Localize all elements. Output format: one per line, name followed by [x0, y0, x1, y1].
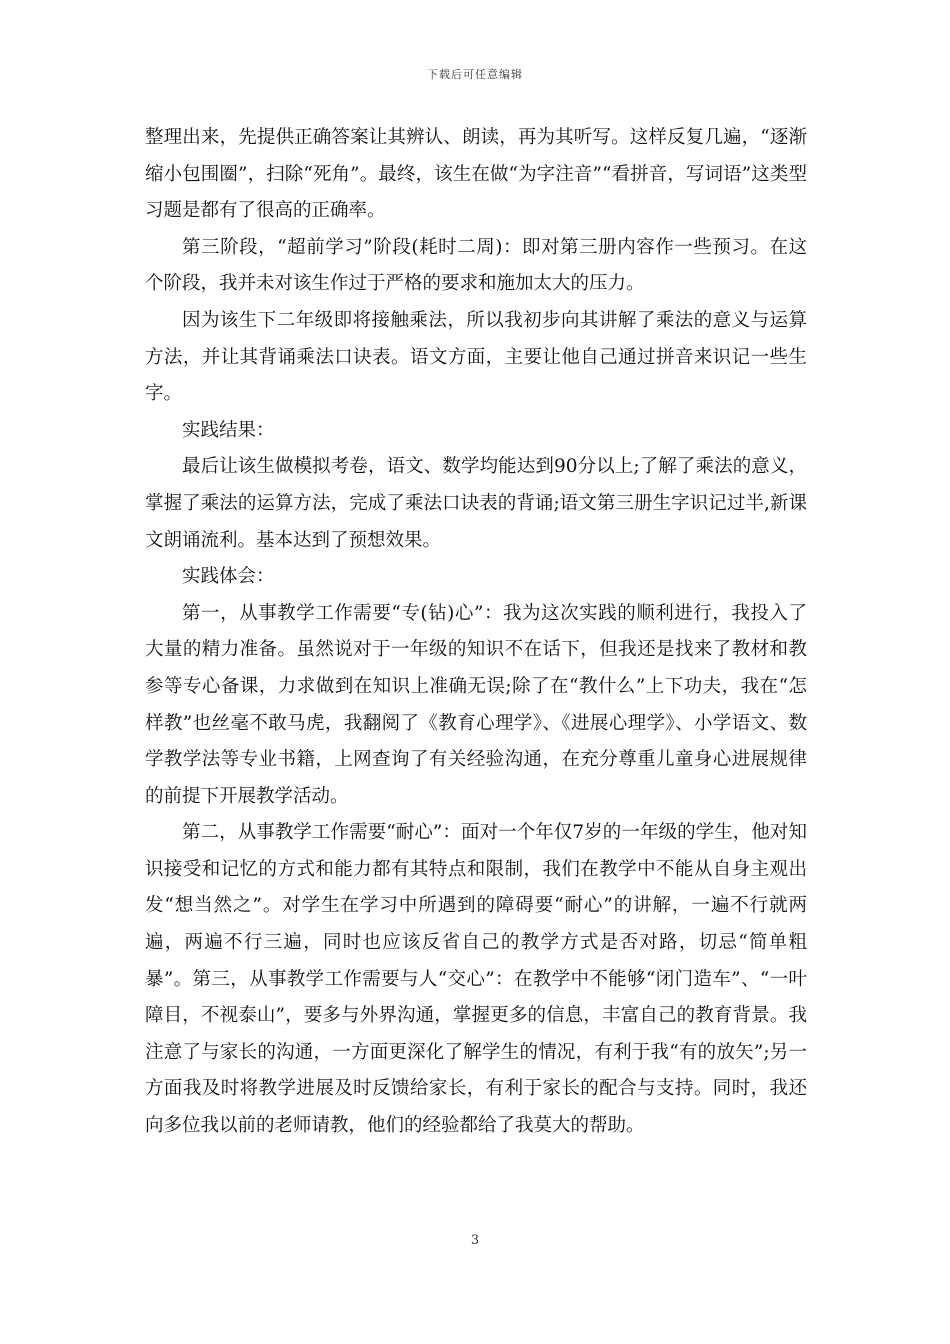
paragraph-continuation: 整理出来，先提供正确答案让其辨认、朗读，再为其听写。这样反复几遍，“逐渐缩小包围圈”，扫除“死角”。最终，该生在做“为字注音”“看拼音，写词语”这类型习题是都有了很高的正确率。 [145, 127, 807, 222]
paragraph-stage-three: 第三阶段，“超前学习”阶段(耗时二周)：即对第三册内容作一些预习。在这个阶段，我并未对该生作过于严格的要求和施加太大的压力。 [145, 236, 807, 295]
heading-practice-results: 实践结果： [182, 419, 275, 441]
document-body [145, 120, 807, 1145]
paragraph-second-third-point: 第二，从事教学工作需要“耐心”：面对一个年仅7岁的一年级的学生，他对知识接受和记忆的方式和能力都有其特点和限制，我们在教学中不能从自身主观出发“想当然之”。对学生在学习中所遇到的障碍要“耐心”的讲解，一遍不行就两遍，两遍不行三遍，同时也应该反省自己的教学方式是否对路，切忌“简单粗暴”。第三，从事教学工作需要与人“交心”：在教学中不能够“闭门造车”、“一叶障目，不视泰山”，要多与外界沟通，掌握更多的信息，丰富自己的教育背景。我注意了与家长的沟通，一方面更深化了解学生的情况，有利于我“有的放矢”;另一方面我及时将教学进展及时反馈给家长，有利于家长的配合与支持。同时，我还向多位我以前的老师请教，他们的经验都给了我莫大的帮助。 [145, 822, 807, 1137]
paragraph-results: 最后让该生做模拟考卷，语文、数学均能达到90分以上;了解了乘法的意义，掌握了乘法的运算方法，完成了乘法口诀表的背诵;语文第三册生字识记过半,新课文朗诵流利。基本达到了预想效果。 [145, 456, 807, 551]
page-number: 3 [470, 1233, 480, 1248]
page-header: 下载后可任意编辑 [427, 68, 523, 81]
heading-practice-experience: 实践体会： [182, 566, 275, 588]
paragraph-multiplication: 因为该生下二年级即将接触乘法，所以我初步向其讲解了乘法的意义与运算方法，并让其背诵乘法口诀表。语文方面，主要让他自己通过拼音来识记一些生字。 [145, 309, 807, 405]
paragraph-first-point: 第一，从事教学工作需要“专(钻)心”：我为这次实践的顺利进行，我投入了大量的精力准备。虽然说对于一年级的知识不在话下，但我还是找来了教材和教参等专心备课，力求做到在知识上准确无误;除了在“教什么”上下功夫，我在“怎样教”也丝毫不敢马虎，我翻阅了《教育心理学》、《进展心理学》、小学语文、数学教学法等专业书籍，上网查询了有关经验沟通，在充分尊重儿童身心进展规律的前提下开展教学活动。 [145, 602, 807, 807]
